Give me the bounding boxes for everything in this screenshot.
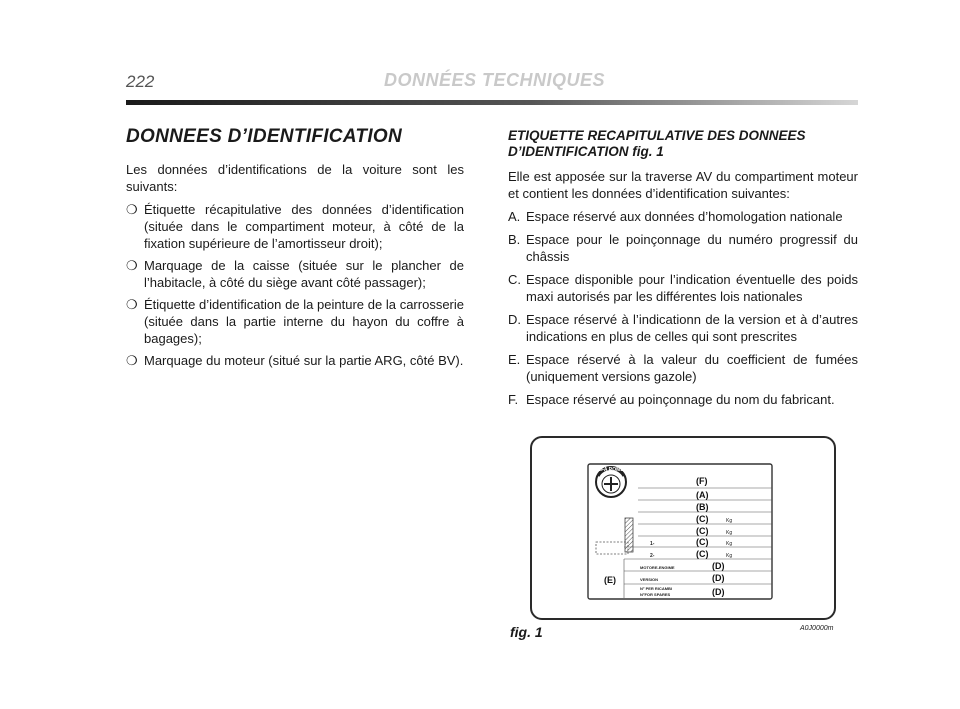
- list-item: [508, 208, 858, 225]
- list-item: [508, 351, 858, 385]
- list-item: [508, 231, 858, 265]
- circle-bullet-icon: ❍: [126, 202, 138, 217]
- figure-caption: fig. 1: [510, 624, 543, 640]
- list-item-text: Espace disponible pour l’indication éventuelle des poids maxi autorisés par les différentes lois nationales: [526, 272, 858, 304]
- label-d-3: (D): [712, 587, 725, 597]
- list-item: [126, 201, 464, 252]
- engine-label: MOTORE-ENGIME: [640, 565, 675, 570]
- list-item-text: Espace réservé à l’indicationn de la version et à d’autres indications en plus de celles qui sont prescrites: [526, 312, 858, 344]
- identification-heading: DONNEES D’IDENTIFICATION: [126, 126, 403, 147]
- item-letter: A.: [508, 209, 521, 224]
- right-column: [508, 128, 858, 414]
- row-2-label: 2-: [650, 553, 655, 559]
- item-letter: F.: [508, 392, 519, 407]
- label-fields-list: [508, 208, 858, 408]
- list-item-text: Marquage de la caisse (située sur le plancher de l’habitacle, à côté du siège avant côté passager);: [144, 258, 464, 290]
- label-a: (A): [696, 490, 709, 500]
- section-title: DONNÉES TECHNIQUES: [384, 70, 606, 90]
- label-c-3: (C): [696, 537, 709, 547]
- header-rule: [126, 100, 858, 105]
- unit-kg-1: Kg: [726, 518, 733, 524]
- figure-code: A0J0000m: [800, 625, 834, 632]
- list-item: [508, 271, 858, 305]
- item-letter: E.: [508, 352, 521, 367]
- list-item: [126, 296, 464, 347]
- page-number: 222: [126, 72, 155, 91]
- item-letter: D.: [508, 312, 521, 327]
- unit-kg-4: Kg: [726, 553, 733, 559]
- row-1-label: 1-: [650, 541, 655, 547]
- list-item-text: Étiquette d’identification de la peinture de la carrosserie (située dans la partie interne du hayon du coffre à bagages);: [144, 297, 464, 346]
- list-item: [126, 257, 464, 291]
- item-letter: B.: [508, 232, 521, 247]
- list-item: [508, 311, 858, 345]
- spares-label-it: N° PER RICAMBI: [640, 586, 673, 591]
- list-item: [126, 352, 464, 369]
- label-f: (F): [696, 476, 708, 486]
- figure-frame: [530, 436, 836, 620]
- label-c-2: (C): [696, 526, 709, 536]
- label-intro: Elle est apposée sur la traverse AV du compartiment moteur et contient les données d’identification suivantes:: [508, 169, 858, 201]
- list-item-text: Espace réservé aux données d’homologation nationale: [526, 209, 843, 224]
- identification-list: [126, 201, 464, 369]
- label-d-2: (D): [712, 573, 725, 583]
- identification-plate-drawing: [532, 438, 834, 618]
- circle-bullet-icon: ❍: [126, 353, 138, 368]
- version-label: VERSION: [640, 577, 659, 582]
- left-column: [126, 128, 464, 374]
- identification-intro: Les données d’identifications de la voiture sont les suivants:: [126, 162, 464, 194]
- label-c-1: (C): [696, 514, 709, 524]
- list-item-text: Espace réservé au poinçonnage du nom du fabricant.: [526, 392, 835, 407]
- list-item-text: Marquage du moteur (situé sur la partie ARG, côté BV).: [144, 353, 464, 368]
- unit-kg-3: Kg: [726, 541, 733, 547]
- list-item: [508, 391, 858, 408]
- label-c-4: (C): [696, 549, 709, 559]
- item-letter: C.: [508, 272, 521, 287]
- list-item-text: Espace réservé à la valeur du coefficient de fumées (uniquement versions gazole): [526, 352, 858, 384]
- label-heading: ETIQUETTE RECAPITULATIVE DES DONNEES D’IDENTIFICATION fig. 1: [508, 128, 806, 159]
- list-item-text: Étiquette récapitulative des données d’identification (située dans le compartiment moteur, à côté de la fixation supérieure de l’amortisseur droit);: [144, 202, 464, 251]
- spares-label-en: N°FOR SPARES: [640, 592, 671, 597]
- label-d-1: (D): [712, 561, 725, 571]
- label-e: (E): [604, 575, 616, 585]
- label-b: (B): [696, 502, 709, 512]
- circle-bullet-icon: ❍: [126, 297, 138, 312]
- circle-bullet-icon: ❍: [126, 258, 138, 273]
- list-item-text: Espace pour le poinçonnage du numéro progressif du châssis: [526, 232, 858, 264]
- logo-lettering: ALFA ROMEO: [594, 467, 628, 473]
- unit-kg-2: Kg: [726, 530, 733, 536]
